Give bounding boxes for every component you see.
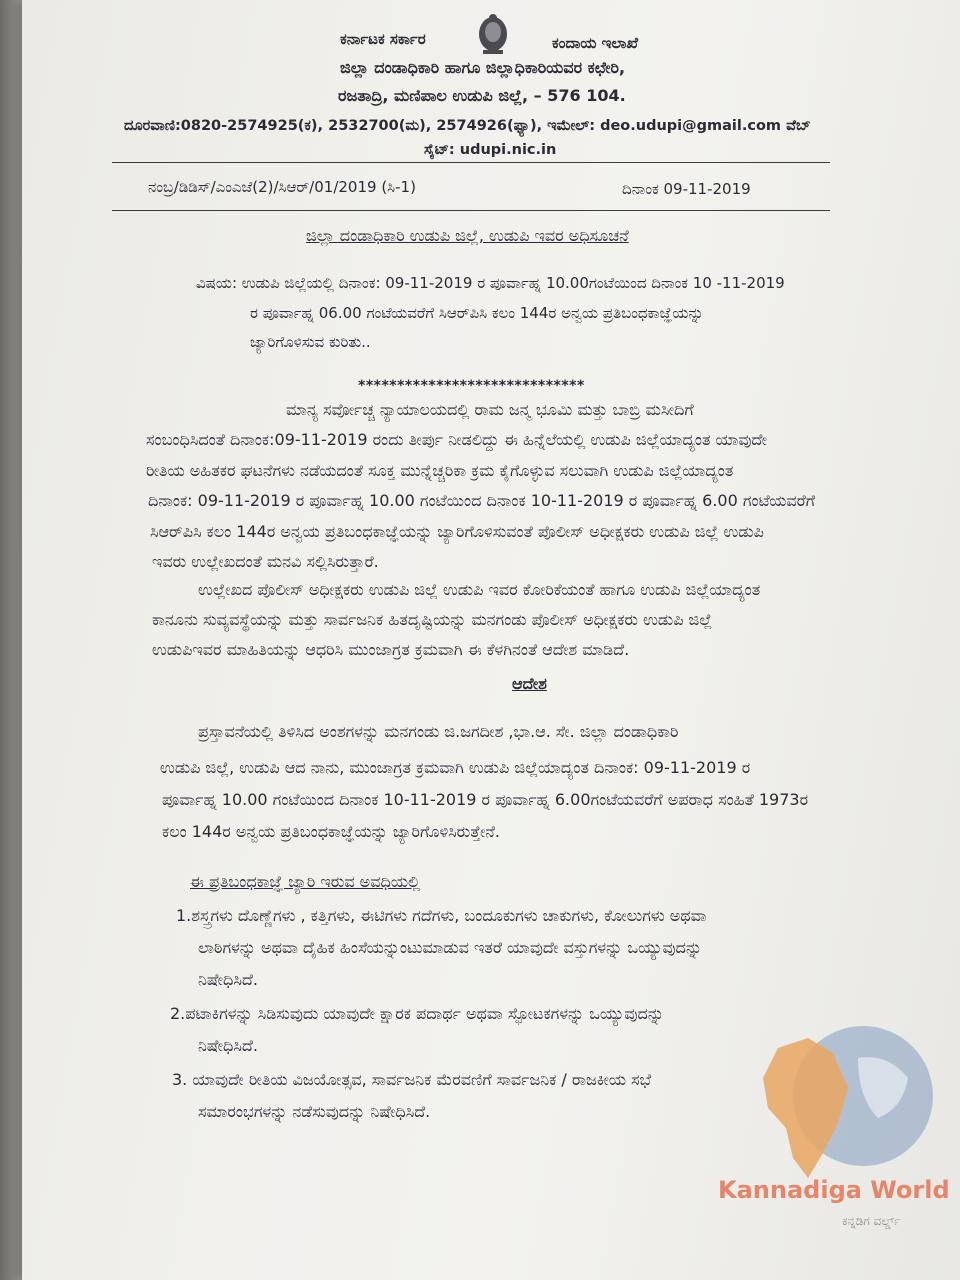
office-name: ಜಿಲ್ಲಾ ದಂಡಾಧಿಕಾರಿ ಹಾಗೂ ಜಿಲ್ಲಾಧಿಕಾರಿಯವರ ಕಛೇರಿ, xyxy=(340,58,626,77)
subject-line-1: ವಿಷಯ: ಉಡುಪಿ ಜಿಲ್ಲೆಯಲ್ಲಿ ದಿನಾಂಕ: 09-11-2019 ರ ಪೂರ್ವಾಹ್ನ 10.00ಗಂಟೆಯಿಂದ ದಿನಾಂಕ 10 -11-2019 xyxy=(196,274,785,292)
para3-line-3: ಪೂರ್ವಾಹ್ನ 10.00 ಗಂಟೆಯಿಂದ ದಿನಾಂಕ 10-11-2019 ರ ಪೂರ್ವಾಹ್ನ 6.00ಗಂಟೆಯವರೆಗೆ ಅಪರಾಧ ಸಂಹಿತೆ 1973ರ xyxy=(162,790,809,809)
notice-title: ಜಿಲ್ಲಾ ದಂಡಾಧಿಕಾರಿ ಉಡುಪಿ ಜಿಲ್ಲೆ, ಉಡುಪಿ ಇವರ ಅಧಿಸೂಚನೆ xyxy=(306,226,629,245)
para1-line-2: ಸಂಬಂಧಿಸಿದಂತೆ ದಿನಾಂಕ:09-11-2019 ರಂದು ತೀರ್ಪು ನೀಡಲಿದ್ದು ಈ ಹಿನ್ನೆಲೆಯಲ್ಲಿ ಉಡುಪಿ ಜಿಲ್ಲೆಯಾದ್ಯಂತ ಯಾವುದೇ xyxy=(146,430,767,449)
list-item-1-line-3: ನಿಷೇಧಿಸಿದೆ. xyxy=(198,970,258,989)
para3-line-1: ಪ್ರಸ್ತಾವನೆಯಲ್ಲಿ ತಿಳಿಸಿದ ಅಂಶಗಳನ್ನು ಮನಗಂಡು ಜಿ.ಜಗದೀಶ ,ಭಾ.ಆ. ಸೇ. ಜಿಲ್ಲಾ ದಂಡಾಧಿಕಾರಿ xyxy=(198,722,679,741)
list-item-2-line-1: 2.ಪಟಾಕಿಗಳನ್ನು ಸಿಡಿಸುವುದು ಯಾವುದೇ ಕ್ಷಾರಕ ಪದಾರ್ಥ ಅಥವಾ ಸ್ಫೋಟಕಗಳನ್ನು ಒಯ್ಯುವುದನ್ನು xyxy=(170,1004,664,1023)
para1-line-1: ಮಾನ್ಯ ಸರ್ವೋಚ್ಚ ನ್ಯಾಯಾಲಯದಲ್ಲಿ ರಾಮ ಜನ್ಮ ಭೂಮಿ ಮತ್ತು ಬಾಬ್ರಿ ಮಸೀದಿಗೆ xyxy=(286,400,694,419)
list-item-3-line-2: ಸಮಾರಂಭಗಳನ್ನು ನಡೆಸುವುದನ್ನು ನಿಷೇಧಿಸಿದೆ. xyxy=(198,1102,431,1121)
para3-line-4: ಕಲಂ 144ರ ಅನ್ವಯ ಪ್ರತಿಬಂಧಕಾಜ್ಞೆಯನ್ನು ಜ್ಯಾರಿಗೊಳಿಸಿರುತ್ತೇನೆ. xyxy=(162,822,500,841)
para2-line-1: ಉಲ್ಲೇಖದ ಪೊಲೀಸ್ ಅಧೀಕ್ಷಕರು ಉಡುಪಿ ಜಿಲ್ಲೆ ಉಡುಪಿ ಇವರ ಕೋರಿಕೆಯಂತೆ ಹಾಗೂ ಉಡುಪಿ ಜಿಲ್ಲೆಯಾದ್ಯಂತ xyxy=(198,580,761,599)
list-item-1-line-2: ಲಾಠಿಗಳನ್ನು ಅಥವಾ ದೈಹಿಕ ಹಿಂಸೆಯನ್ನುಂಟುಮಾಡುವ ಇತರೆ ಯಾವುದೇ ವಸ್ತುಗಳನ್ನು ಒಯ್ಯುವುದನ್ನು xyxy=(198,938,703,957)
watermark-brand: Kannadiga World xyxy=(718,1176,950,1204)
department-title: ಕಂದಾಯ ಇಲಾಖೆ xyxy=(552,34,638,52)
website-line: ಸೈಟ್: udupi.nic.in xyxy=(424,142,557,158)
contact-line: ದೂರವಾಣಿ:0820-2574925(ಕ), 2532700(ಮ), 2574926(ಫ್ಯಾ), ಇಮೇಲ್: deo.udupi@gmail.com ವೆಬ್ xyxy=(124,118,811,134)
para1-line-3: ರೀತಿಯ ಅಹಿತಕರ ಘಟನೆಗಳು ನಡೆಯದಂತೆ ಸೂಕ್ತ ಮುನ್ನೆಚ್ಚರಿಕಾ ಕ್ರಮ ಕೈಗೊಳ್ಳುವ ಸಲುವಾಗಿ ಉಡುಪಿ ಜಿಲ್ಲೆಯಾದ್ಯಂತ xyxy=(146,461,734,480)
separator-stars: ***************************** xyxy=(358,378,585,394)
govt-title: ಕರ್ನಾಟಕ ಸರ್ಕಾರ xyxy=(340,30,426,48)
list-item-1-line-1: 1.ಶಸ್ತ್ರಗಳು ದೊಣ್ಣೆಗಳು , ಕತ್ತಿಗಳು, ಈಟಿಗಳು ಗದೆಗಳು, ಬಂದೂಕುಗಳು ಚಾಕುಗಳು, ಕೋಲುಗಳು ಅಥವಾ xyxy=(176,906,707,925)
subject-line-3: ಜ್ಯಾರಿಗೊಳಿಸುವ ಕುರಿತು.. xyxy=(250,333,371,351)
reference-date: ದಿನಾಂಕ 09-11-2019 xyxy=(622,180,751,198)
office-address: ರಜತಾದ್ರಿ, ಮಣಿಪಾಲ ಉಡುಪಿ ಜಿಲ್ಲೆ, – 576 104. xyxy=(338,86,626,105)
header-divider xyxy=(112,162,830,163)
list-item-3-line-1: 3. ಯಾವುದೇ ರೀತಿಯ ವಿಜಯೋತ್ಸವ, ಸಾರ್ವಜನಿಕ ಮೆರವಣಿಗೆ ಸಾರ್ವಜನಿಕ / ರಾಜಕೀಯ ಸಭೆ xyxy=(172,1070,652,1089)
subject-line-2: ರ ಪೂರ್ವಾಹ್ನ 06.00 ಗಂಟೆಯವರೆಗೆ ಸಿಆರ್‌ಪಿಸಿ ಕಲಂ 144ರ ಅನ್ವಯ ಪ್ರತಿಬಂಧಕಾಜ್ಞೆಯನ್ನು xyxy=(250,304,704,322)
order-heading: ಆದೇಶ xyxy=(512,674,547,693)
state-emblem-icon xyxy=(474,12,512,56)
watermark-brand-kannada: ಕನ್ನಡಿಗ ವರ್ಲ್ಡ್ xyxy=(842,1214,901,1228)
list-heading: ಈ ಪ್ರತಿಬಂಧಕಾಜ್ಞೆ ಜ್ಯಾರಿ ಇರುವ ಅವಧಿಯಲ್ಲಿ xyxy=(190,872,421,891)
karnataka-map-globe-icon xyxy=(738,1018,938,1188)
para1-line-5: ಸಿಆರ್‌ಪಿಸಿ ಕಲಂ 144ರ ಅನ್ವಯ ಪ್ರತಿಬಂಧಕಾಜ್ಞೆಯನ್ನು ಜ್ಯಾರಿಗೊಳಿಸುವಂತೆ ಪೊಲೀಸ್ ಅಧೀಕ್ಷಕರು ಉಡುಪಿ ಜಿಲ್ಲೆ ಉಡುಪಿ xyxy=(150,522,764,541)
list-item-2-line-2: ನಿಷೇಧಿಸಿದೆ. xyxy=(198,1036,258,1055)
para2-line-2: ಕಾನೂನು ಸುವ್ಯವಸ್ಥೆಯನ್ನು ಮತ್ತು ಸಾರ್ವಜನಿಕ ಹಿತದೃಷ್ಟಿಯನ್ನು ಮನಗಂಡು ಪೊಲೀಸ್ ಅಧೀಕ್ಷಕರು ಉಡುಪಿ ಜಿಲ್ಲೆ xyxy=(152,610,713,629)
page-edge-shadow xyxy=(0,0,22,1280)
reference-divider xyxy=(112,210,830,211)
para3-line-2: ಉಡುಪಿ ಜಿಲ್ಲೆ, ಉಡುಪಿ ಆದ ನಾನು, ಮುಂಜಾಗ್ರತ ಕ್ರಮವಾಗಿ ಉಡುಪಿ ಜಿಲ್ಲೆಯಾದ್ಯಂತ ದಿನಾಂಕ: 09-11-2019 ರ xyxy=(160,758,751,777)
reference-number: ನಂಬ್ರ/ಡಿಡಿಸ್/ಎಂಎಜೆ(2)/ಸಿಆರ್/01/2019 (ಸಿ-1) xyxy=(148,178,416,196)
para1-line-6: ಇವರು ಉಲ್ಲೇಖದಂತೆ ಮನವಿ ಸಲ್ಲಿಸಿರುತ್ತಾರೆ. xyxy=(152,552,379,571)
para2-line-3: ಉಡುಪಿಇವರ ಮಾಹಿತಿಯನ್ನು ಆಧರಿಸಿ ಮುಂಜಾಗ್ರತ ಕ್ರಮವಾಗಿ ಈ ಕೆಳಗಿನಂತೆ ಆದೇಶ ಮಾಡಿದೆ. xyxy=(152,640,630,659)
para1-line-4: ದಿನಾಂಕ: 09-11-2019 ರ ಪೂರ್ವಾಹ್ನ 10.00 ಗಂಟೆಯಿಂದ ದಿನಾಂಕ 10-11-2019 ರ ಪೂರ್ವಾಹ್ನ 6.00 ಗಂಟೆಯವರೆಗೆ xyxy=(148,491,816,510)
